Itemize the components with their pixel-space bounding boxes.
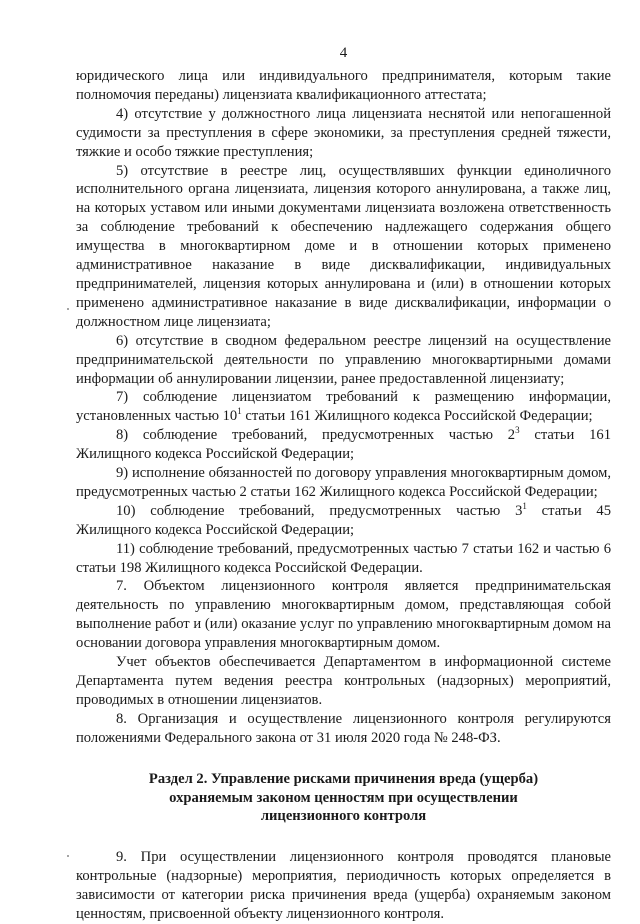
section-heading-line-3: лицензионного контроля	[260, 808, 427, 825]
paragraph-item-5: 5) отсутствие в реестре лиц, осуществлявших функции единоличного исполнительного органа лицензиата, лицензия которого аннулирована, а также лиц, на которых уставом или иными документами лицензиата возложена ответственность за соблюдение требований к обеспечению надлежащего содержания общего имущества в многоквартирном доме и в отношении которых применено административное наказание в виде дисквалификации, индивидуальных предпринимателей, лицензия которых аннулирована и (или) в отношении которых применено административное наказание в виде дисквалификации, информации о должностном лице лицензиата;	[76, 162, 611, 330]
scan-speck	[67, 308, 69, 310]
paragraph-item-8-text: 8) соблюдение требований, предусмотренных частью 2	[116, 427, 516, 444]
superscript: 3	[515, 425, 520, 436]
scan-speck	[67, 855, 69, 857]
page-number: 4	[339, 45, 348, 61]
document-page	[76, 0, 611, 923]
section-heading-line-2: охраняемым законом ценностям при осуществлении	[169, 789, 518, 806]
superscript: 1	[237, 406, 242, 417]
paragraph-clause-9: 9. При осуществлении лицензионного контроля проводятся плановые контрольные (надзорные) мероприятия, периодичность которых определяется в зависимости от категории риска причинения вреда (ущерба) охраняемым законом ценностям, присвоенной объекту лицензионного контроля.	[76, 849, 611, 923]
superscript: 1	[522, 500, 527, 511]
paragraph-item-7-text: 7) соблюдение лицензиатом требований к размещению информации, установленных частью 10	[76, 389, 611, 425]
paragraph-item-10-text: 10) соблюдение требований, предусмотренных частью 3	[116, 502, 523, 519]
paragraph-item-4: 4) отсутствие у должностного лица лицензиата неснятой или непогашенной судимости за преступления в сфере экономики, за преступления средней тяжести, тяжкие и особо тяжкие преступления;	[76, 105, 611, 160]
paragraph-item-7	[76, 388, 611, 426]
paragraph-item-7-text-end: статьи 161 Жилищного кодекса Российской Федерации;	[241, 408, 593, 425]
paragraph-continuation: юридического лица или индивидуального предпринимателя, которым такие полномочия переданы) лицензиата квалификационного аттестата;	[76, 68, 611, 103]
paragraph-item-8-text-end: статьи 161 Жилищного кодекса Российской Федерации;	[76, 427, 611, 463]
paragraph-item-8	[76, 426, 611, 464]
paragraph-item-9: 9) исполнение обязанностей по договору управления многоквартирным домом, предусмотренных частью 2 статьи 162 Жилищного кодекса Российской Федерации;	[76, 465, 611, 500]
paragraph-clause-8: 8. Организация и осуществление лицензионного контроля регулируются положениями Федерального закона от 31 июля 2020 года № 248-ФЗ.	[76, 710, 611, 746]
paragraph-item-6: 6) отсутствие в сводном федеральном реестре лицензий на осуществление предпринимательской деятельности по управлению многоквартирными домами информации об аннулировании лицензии, ранее предоставленной лицензиату;	[76, 332, 611, 387]
paragraph-item-10-text-end: статьи 45 Жилищного кодекса Российской Федерации;	[76, 502, 611, 538]
paragraph-item-11: 11) соблюдение требований, предусмотренных частью 7 статьи 162 и частью 6 статьи 198 Жилищного кодекса Российской Федерации.	[76, 540, 611, 576]
paragraph-clause-7: 7. Объектом лицензионного контроля является предпринимательская деятельность по управлению многоквартирным домом, представляющая собой выполнение работ и (или) оказание услуг по управлению многоквартирным домом на основании договора управления многоквартирным домом.	[76, 578, 611, 652]
paragraph-accounting: Учет объектов обеспечивается Департаментом в информационной системе Департамента путем ведения реестра контрольных (надзорных) мероприятий, проводимых в отношении лицензиатов.	[76, 654, 611, 708]
document-body	[76, 67, 611, 924]
section-heading-line-1: Раздел 2. Управление рисками причинения вреда (ущерба)	[148, 770, 539, 787]
paragraph-item-10	[76, 502, 611, 540]
